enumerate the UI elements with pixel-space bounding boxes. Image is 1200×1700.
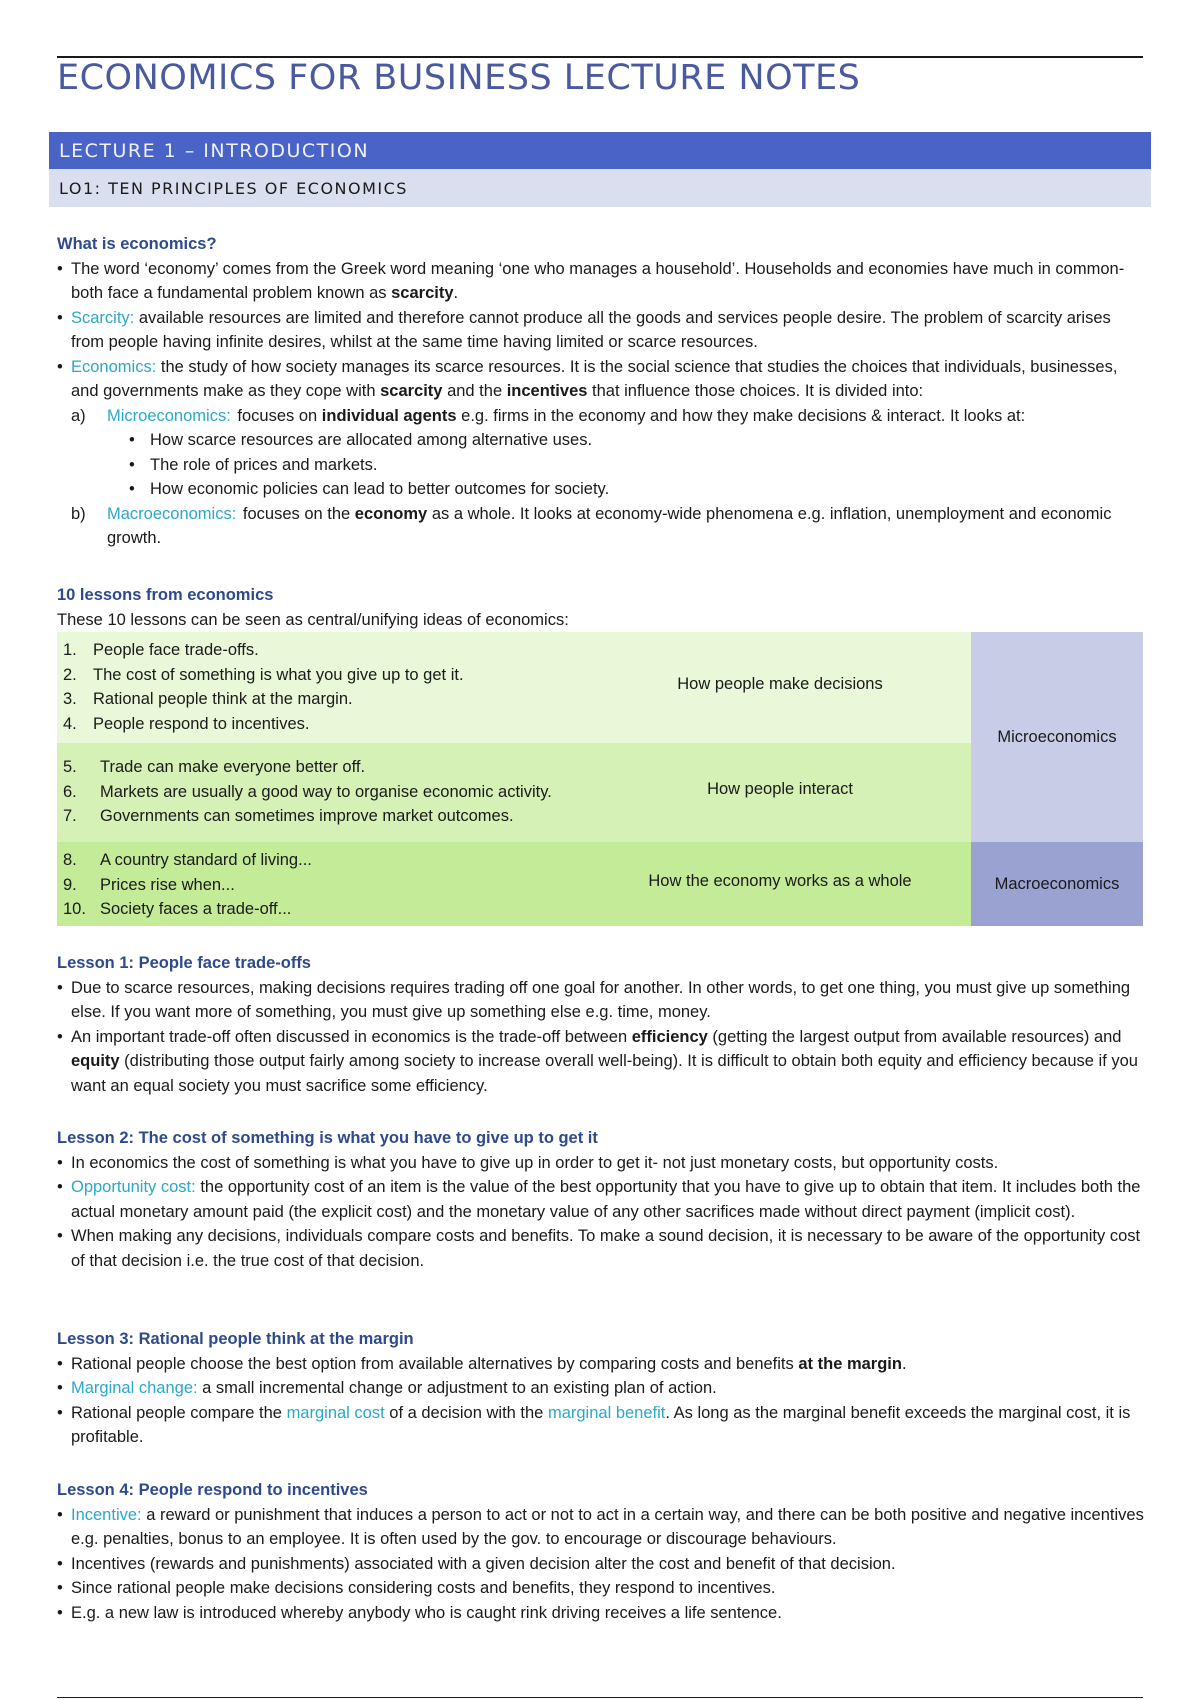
microeconomics-subitem: a) Microeconomics: focuses on individual agents e.g. firms in the economy and how they make decisions & interact. It looks at: (71, 406, 1026, 425)
term-macroeconomics: Macroeconomics: (107, 504, 237, 523)
lesson-item: 3. Rational people think at the margin. (63, 690, 353, 708)
lesson-item: 7. Governments can sometimes improve market outcomes. (63, 807, 514, 825)
term-opportunity-cost: Opportunity cost: (71, 1178, 196, 1196)
list-item: • Incentive: a reward or punishment that induces a person to act or not to act in a certain way, and there can be both positive and negative incentives e.g. penalties, bonus to an employee. It is often used by the gov. to encourage or discourage behaviours. (57, 1503, 1147, 1552)
list-item: • Due to scarce resources, making decisions requires trading off one goal for another. In other words, to get one thing, you must give up something else. If you want more of something, you must give up something else e.g. time, money. (57, 976, 1147, 1025)
lesson-item: 9. Prices rise when... (63, 875, 235, 894)
section-ten-lessons (57, 583, 1147, 632)
micro-points-list (57, 428, 1147, 502)
lecture-heading-bar: LECTURE 1 – INTRODUCTION (49, 132, 1151, 169)
section-lesson-2 (57, 1126, 1147, 1273)
lessons-group-decisions (57, 632, 971, 743)
lesson-item: 8. A country standard of living... (63, 851, 312, 869)
category-label: How people interact (707, 780, 853, 798)
learning-objective-bar: LO1: TEN PRINCIPLES OF ECONOMICS (49, 169, 1151, 207)
list-item: • Incentives (rewards and punishments) associated with a given decision alter the cost and benefit of that decision. (57, 1552, 1147, 1577)
lesson-item: 6. Markets are usually a good way to organise economic activity. (63, 782, 552, 801)
section-heading: Lesson 2: The cost of something is what you have to give up to get it (57, 1129, 598, 1147)
category-label: How the economy works as a whole (648, 872, 912, 890)
microeconomics-label-cell: Microeconomics (971, 632, 1143, 842)
term-marginal-benefit: marginal benefit (547, 1403, 666, 1422)
section-heading: 10 lessons from economics (57, 586, 274, 604)
lesson-item: 1. People face trade-offs. (63, 641, 259, 659)
lesson-item: 5. Trade can make everyone better off. (63, 758, 366, 776)
term-incentive: Incentive: (71, 1505, 142, 1524)
category-label: How people make decisions (677, 675, 883, 693)
lessons-group-economy (57, 842, 971, 926)
list-item: • Rational people choose the best option from available alternatives by comparing costs and benefits at the margin. (57, 1352, 1147, 1377)
lessons-group-interact (57, 743, 971, 842)
list-item: • Rational people compare the marginal cost of a decision with the marginal benefit. As long as the marginal benefit exceeds the marginal cost, it is profitable. (57, 1401, 1147, 1450)
term-scarcity: Scarcity: (71, 308, 135, 327)
section-lesson-1 (57, 951, 1147, 1098)
term-marginal-cost: marginal cost (286, 1403, 385, 1422)
section-lesson-4 (57, 1478, 1147, 1625)
list-item: • How economic policies can lead to better outcomes for society. (129, 477, 1147, 502)
list-item: • Economics: the study of how society manages its scarce resources. It is the social science that studies the choices that individuals, businesses, and governments make as they cope with scarcity and the incentives that influence those choices. It is divided into: (57, 355, 1147, 404)
list-item: • Marginal change: a small incremental change or adjustment to an existing plan of action. (57, 1376, 1147, 1401)
list-item: • The word ‘economy’ comes from the Greek word meaning ‘one who manages a household’. Households and economies have much in common- both face a fundamental problem known as scarcity. (57, 257, 1147, 306)
bottom-rule (57, 1697, 1143, 1698)
macroeconomics-subitem: b) Macroeconomics: focuses on the economy as a whole. It looks at economy-wide phenomena e.g. inflation, unemployment and economic growth. (71, 504, 1112, 547)
document-title: ECONOMICS FOR BUSINESS LECTURE NOTES (57, 58, 861, 98)
section-heading: Lesson 3: Rational people think at the margin (57, 1330, 414, 1348)
lesson-item: 4. People respond to incentives. (63, 714, 310, 733)
list-item: • Opportunity cost: the opportunity cost of an item is the value of the best opportunity that you have to give up to obtain that item. It includes both the actual monetary amount paid (the explicit cost) and the monetary value of any other sacrifices made without direct payment (implicit cost). (57, 1175, 1147, 1224)
list-item: • In economics the cost of something is what you have to give up in order to get it- not just monetary costs, but opportunity costs. (57, 1151, 1147, 1176)
term-economics: Economics: (71, 357, 157, 376)
list-item: • An important trade-off often discussed in economics is the trade-off between efficiency (getting the largest output from available resources) and equity (distributing those output fairly among society to increase overall well-being). It is difficult to obtain both equity and efficiency because if you want an equal society you must sacrifice some efficiency. (57, 1025, 1147, 1099)
section-heading: Lesson 4: People respond to incentives (57, 1481, 368, 1499)
section-lesson-3 (57, 1327, 1147, 1450)
list-item: • When making any decisions, individuals compare costs and benefits. To make a sound decision, it is necessary to be aware of the opportunity cost of that decision i.e. the true cost of that decision. (57, 1224, 1147, 1273)
section-heading: What is economics? (57, 235, 217, 253)
list-item: • E.g. a new law is introduced whereby anybody who is caught rink driving receives a life sentence. (57, 1601, 1147, 1626)
section-heading: Lesson 1: People face trade-offs (57, 954, 311, 972)
macroeconomics-label-cell: Macroeconomics (971, 842, 1143, 926)
term-microeconomics: Microeconomics: (107, 406, 231, 425)
list-item: • How scarce resources are allocated among alternative uses. (129, 428, 1147, 453)
lessons-table (57, 632, 1143, 926)
list-item: • The role of prices and markets. (129, 453, 1147, 478)
lesson-item: 10. Society faces a trade-off... (63, 900, 292, 918)
lesson-item: 2. The cost of something is what you give up to get it. (63, 665, 464, 684)
section-intro: These 10 lessons can be seen as central/unifying ideas of economics: (57, 610, 569, 629)
list-item: • Since rational people make decisions considering costs and benefits, they respond to incentives. (57, 1576, 1147, 1601)
term-marginal-change: Marginal change: (71, 1379, 198, 1397)
section-what-is-economics (57, 232, 1147, 551)
list-item: • Scarcity: available resources are limited and therefore cannot produce all the goods and services people desire. The problem of scarcity arises from people having infinite desires, whilst at the same time having limited or scarce resources. (57, 306, 1147, 355)
